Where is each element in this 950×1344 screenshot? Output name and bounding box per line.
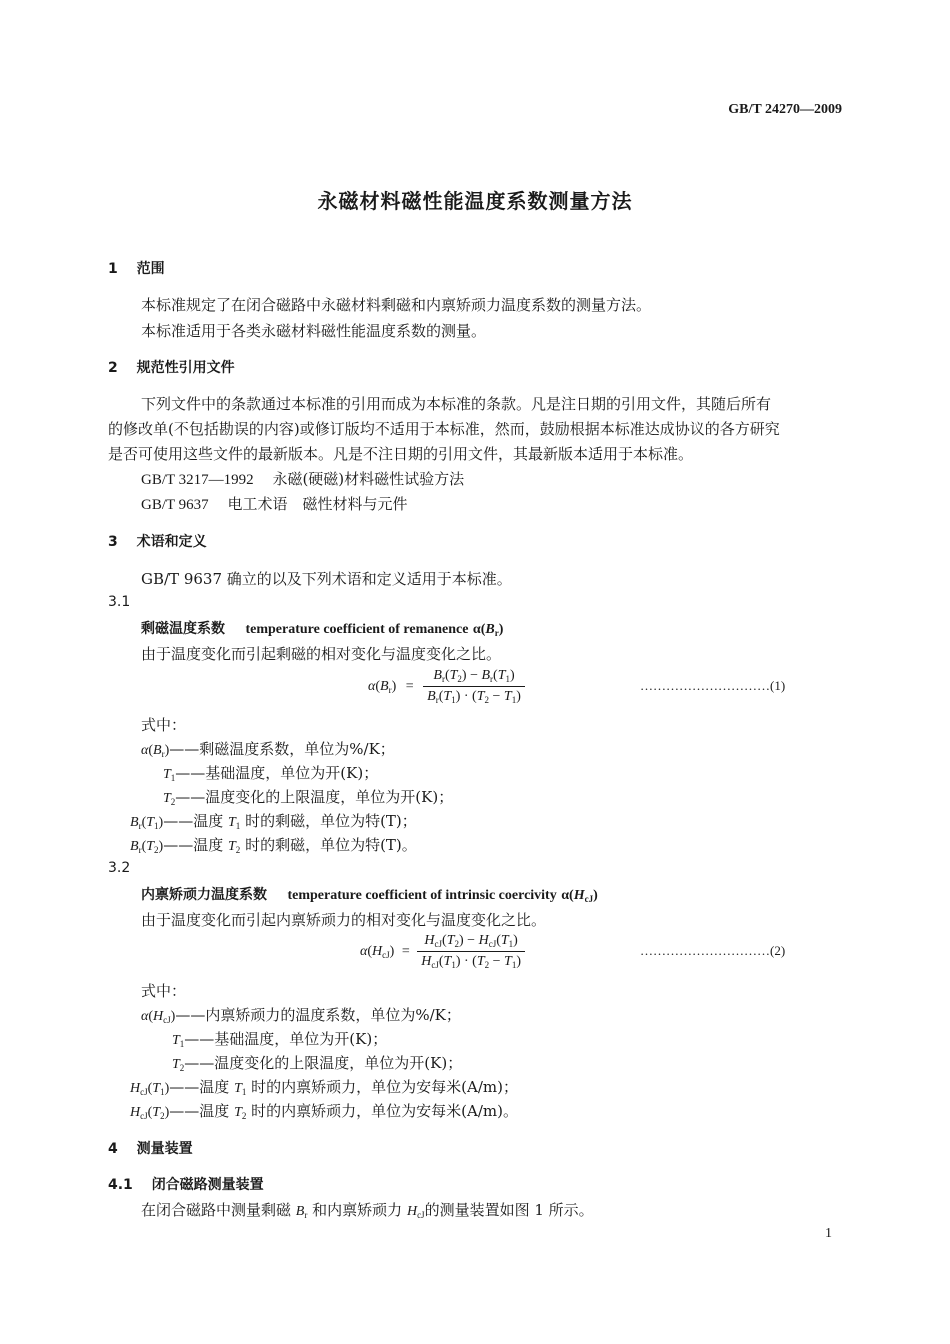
term-english: temperature coefficient of remanence <box>245 622 469 637</box>
variable-2-3: $T_2——$温度变化的上限温度，单位为开(K)； <box>172 1054 463 1073</box>
formula-1: $\alpha(B_r)$ = $\frac{B_r(T_2) - B_r(T_1)}{B_r(T_1) \cdot (T_2 - T_1)}$ <box>368 668 525 705</box>
standard-code: GB/T 24270—2009 <box>728 102 842 117</box>
variable-2-4: $H_{cJ}(T_1)——$温度 $T_1$ 时的内禀矫顽力，单位为安每米(A/m)； <box>130 1078 518 1097</box>
term-3-1 <box>141 618 503 638</box>
where-label-2: 式中： <box>141 982 187 1000</box>
formula-fraction: $\frac{B_r(T_2) - B_r(T_1)}{B_r(T_1) \cdot (T_2 - T_1)}$ <box>423 668 525 705</box>
term-symbol: $\alpha(B_r)$ <box>472 622 504 638</box>
section-3-intro: GB/T 9637 确立的以及下列术语和定义适用于本标准。 <box>141 570 512 588</box>
section-2-heading <box>108 357 235 377</box>
definition-3-1: 由于温度变化而引起剩磁的相对变化与温度变化之比。 <box>141 645 502 663</box>
section-1-heading <box>108 258 165 278</box>
section-number: 4.1 <box>108 1177 133 1193</box>
section-number: 1 <box>108 261 118 277</box>
definition-3-2: 由于温度变化而引起内禀矫顽力的相对变化与温度变化之比。 <box>141 911 547 929</box>
variable-1-5: $B_r(T_2)——$温度 $T_2$ 时的剩磁，单位为特(T)。 <box>130 836 417 855</box>
section-title: 测量装置 <box>136 1141 193 1157</box>
reference-title: 电工术语 磁性材料与元件 <box>227 495 408 513</box>
section-title: 闭合磁路测量装置 <box>151 1177 264 1193</box>
reference-code: GB/T 9637 <box>141 497 209 513</box>
page-title: 永磁材料磁性能温度系数测量方法 <box>317 189 633 213</box>
subsection-3-1-number: 3.1 <box>108 594 131 610</box>
section-4-1-paragraph: 在闭合磁路中测量剩磁 $B_r$ 和内禀矫顽力 $H_{cJ}$的测量装置如图 1 所示。 <box>141 1201 594 1220</box>
term-symbol: $\alpha(H_{cJ})$ <box>561 888 598 904</box>
section-3-heading <box>108 531 207 551</box>
variable-1-2: $T_1——$基础温度，单位为开(K)； <box>163 764 379 783</box>
where-label-1: 式中： <box>141 716 187 734</box>
equation-number: (1) <box>770 678 786 693</box>
formula-2-leader: …………………………(2) <box>640 943 786 958</box>
section-title: 范围 <box>136 261 165 277</box>
section-2-paragraph-line-3: 是否可使用这些文件的最新版本。凡是不注日期的引用文件，其最新版本适用于本标准。 <box>108 445 694 463</box>
section-1-paragraph-2: 本标准适用于各类永磁材料磁性能温度系数的测量。 <box>141 322 487 340</box>
section-2-paragraph-line-1: 下列文件中的条款通过本标准的引用而成为本标准的条款。凡是注日期的引用文件，其随后所有 <box>141 395 772 413</box>
term-chinese: 剩磁温度系数 <box>141 621 225 637</box>
reference-2 <box>141 493 407 514</box>
section-number: 2 <box>108 360 118 376</box>
variable-2-1: $\alpha(H_{cJ})——$内禀矫顽力的温度系数，单位为%/K； <box>141 1006 461 1025</box>
reference-code: GB/T 3217—1992 <box>141 472 254 488</box>
variable-2-2: $T_1——$基础温度，单位为开(K)； <box>172 1030 388 1049</box>
subsection-3-2-number: 3.2 <box>108 860 131 876</box>
section-number: 4 <box>108 1141 118 1157</box>
section-2-paragraph-line-2: 的修改单(不包括勘误的内容)或修订版均不适用于本标准，然而，鼓励根据本标准达成协议的各方研究 <box>108 420 780 438</box>
formula-2: $\alpha(H_{cJ})$ = $\frac{H_{cJ}(T_2) - H_{cJ}(T_1)}{H_{cJ}(T_1) \cdot (T_2 - T_1)}$ <box>360 933 525 970</box>
reference-title: 永磁(硬磁)材料磁性试验方法 <box>272 470 465 488</box>
equation-number: (2) <box>770 943 786 958</box>
term-3-2 <box>141 884 598 904</box>
section-title: 规范性引用文件 <box>136 360 235 376</box>
formula-lhs: $\alpha(H_{cJ})$ <box>360 943 395 960</box>
page-number: 1 <box>825 1226 832 1241</box>
formula-lhs: $\alpha(B_r)$ <box>368 678 397 695</box>
reference-1 <box>141 468 464 489</box>
variable-1-1: $\alpha(B_r)——$剩磁温度系数，单位为%/K； <box>141 740 395 759</box>
section-title: 术语和定义 <box>136 534 207 550</box>
variable-2-5: $H_{cJ}(T_2)——$温度 $T_2$ 时的内禀矫顽力，单位为安每米(A/m)。 <box>130 1102 518 1121</box>
section-1-paragraph-1: 本标准规定了在闭合磁路中永磁材料剩磁和内禀矫顽力温度系数的测量方法。 <box>141 296 652 314</box>
formula-fraction: $\frac{H_{cJ}(T_2) - H_{cJ}(T_1)}{H_{cJ}(T_1) \cdot (T_2 - T_1)}$ <box>417 933 525 970</box>
variable-1-4: $B_r(T_1)——$温度 $T_1$ 时的剩磁，单位为特(T)； <box>130 812 417 831</box>
formula-1-leader: …………………………(1) <box>640 678 786 693</box>
section-number: 3 <box>108 534 118 550</box>
section-4-heading <box>108 1138 193 1158</box>
term-english: temperature coefficient of intrinsic coercivity <box>287 888 557 903</box>
subsection-4-1-heading <box>108 1174 264 1194</box>
term-chinese: 内禀矫顽力温度系数 <box>141 887 267 903</box>
variable-1-3: $T_2——$温度变化的上限温度，单位为开(K)； <box>163 788 454 807</box>
